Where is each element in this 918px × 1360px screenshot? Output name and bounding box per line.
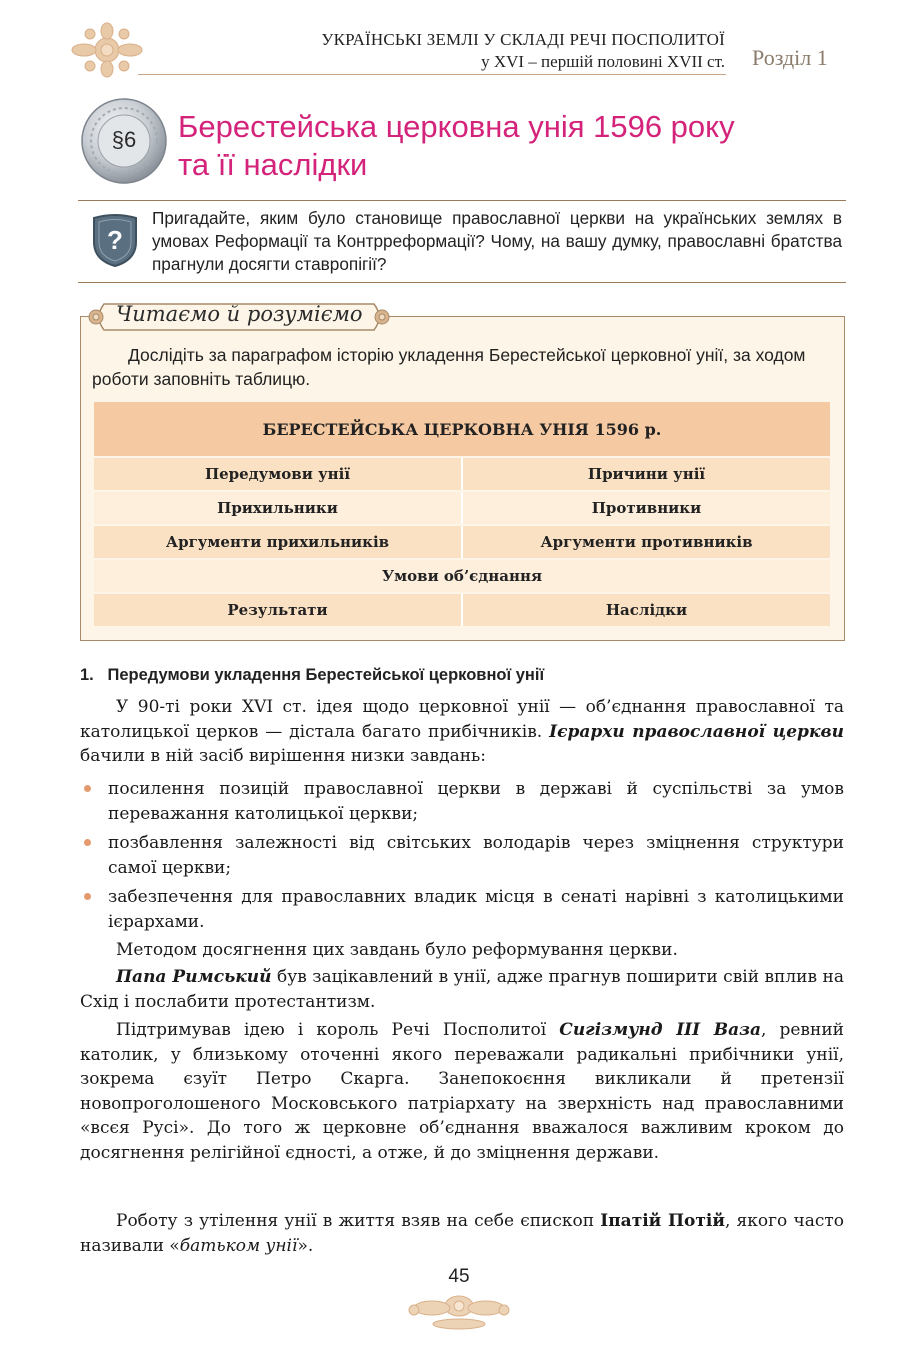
question-rule [78, 282, 846, 283]
text-run: був зацікавлений в унії, адже прагнув поширити свій вплив на Схід і послабити протестантизм. [80, 967, 844, 1012]
title-line-1: Берестейська церковна унія 1596 року [178, 109, 735, 144]
table-cell: Результати [227, 601, 328, 619]
header-rule [138, 74, 726, 75]
footer-floral-ornament-icon [404, 1286, 514, 1332]
body-paragraph-5 [80, 1209, 844, 1258]
table-row [94, 492, 830, 524]
body-paragraph-4 [80, 1018, 844, 1165]
table-cell: Аргументи противників [461, 526, 830, 558]
table-cell: Прихильники [217, 499, 338, 517]
title-rule [78, 200, 846, 201]
running-header-subtitle: у XVI – першій половині XVII ст. [481, 52, 725, 71]
paragraph-number: §6 [111, 127, 137, 152]
list-item [80, 831, 844, 880]
text-run: , ревний католик, у близькому оточенні якого переважали радикальні прибічники унії, зокрема єзуїт Петро Скарга. Занепокоєння викликали й претензії новопроголошеного Московського патріархату на зверхність над православними «всєя Русі». До того ж церковне об’єднання вважалося важливим кроком до досягнення релігійної єдності, а отже, й до зміцнення держави. [80, 1020, 844, 1163]
table-cell: Передумови унії [204, 465, 351, 483]
page-number: 45 [448, 1266, 470, 1287]
emphasis-term: Ієрархи православної церкви [549, 721, 844, 742]
section-label: Розділ 1 [752, 45, 828, 70]
body-paragraph-1 [80, 695, 844, 769]
svg-text:?: ? [107, 225, 123, 255]
text-run: , якого часто називали « [80, 1211, 844, 1256]
text-run: У 90-ті роки XVI ст. ідея щодо церковної унії — об’єднання православної та католицької церков — дістала багато прибічників. [80, 697, 844, 742]
recall-question: Пригадайте, яким було становище православної церкви на українських землях в умовах Реформації та Контрреформації? Чому, на вашу думку, православні братства прагнули досягти ставропігії? [152, 208, 842, 274]
table-row [94, 526, 830, 558]
title-line-2: та її наслідки [178, 147, 368, 182]
list-item [80, 885, 844, 934]
emphasis-term: Іпатій Потій [600, 1211, 725, 1231]
text-run: Підтримував ідею і король Речі Посполитої [116, 1020, 560, 1040]
text-run: бачили в ній засіб вирішення низки завдань: [80, 746, 487, 766]
list-item-text: посилення позицій православної церкви в державі й суспільстві за умов переважання католицької церкви; [108, 779, 844, 824]
reading-box-label: Читаємо й розуміємо [116, 302, 363, 326]
table-row [94, 594, 830, 626]
bullet-icon [84, 893, 91, 900]
reading-instruction: Дослідіть за параграфом історію укладення Берестейської церковної унії, за ходом роботи заповніть таблицю. [92, 345, 806, 389]
bullet-icon [84, 839, 91, 846]
header-floral-ornament-icon [70, 22, 144, 78]
table-cell: Аргументи прихильників [165, 533, 390, 551]
table-cell: Противники [461, 492, 830, 524]
running-header-title: УКРАЇНСЬКІ ЗЕМЛІ У СКЛАДІ РЕЧІ ПОСПОЛИТОЇ [321, 30, 725, 49]
text-run: ». [297, 1235, 314, 1256]
text-run: Роботу з утілення унії в життя взяв на себе єпископ [116, 1211, 601, 1231]
emphasis-term: Папа Римський [116, 967, 272, 987]
emphasis-term: Сигізмунд III Ваза [559, 1020, 761, 1040]
question-shield-icon [90, 212, 140, 268]
list-item-text: позбавлення залежності від світських володарів через зміцнення структури самої церкви; [108, 833, 844, 878]
table-cell: Наслідки [461, 594, 830, 626]
page-title [178, 108, 878, 184]
body-paragraph-3 [80, 965, 844, 1014]
list-item [80, 777, 844, 826]
list-item-text: забезпечення для православних владик місця в сенаті нарівні з католицькими ієрархами. [108, 887, 844, 932]
table-row [94, 458, 830, 490]
table-title: БЕРЕСТЕЙСЬКА ЦЕРКОВНА УНІЯ 1596 р. [94, 402, 830, 456]
bullet-icon [84, 785, 91, 792]
table-row [94, 560, 830, 592]
table-cell: Умови об’єднання [381, 567, 543, 585]
table-cell: Причини унії [461, 458, 830, 490]
emphasis-term: батьком унії [179, 1235, 298, 1256]
body-paragraph-2: Методом досягнення цих завдань було реформування церкви. [116, 940, 678, 960]
section-heading: 1. Передумови укладення Берестейської церковної унії [80, 666, 545, 684]
